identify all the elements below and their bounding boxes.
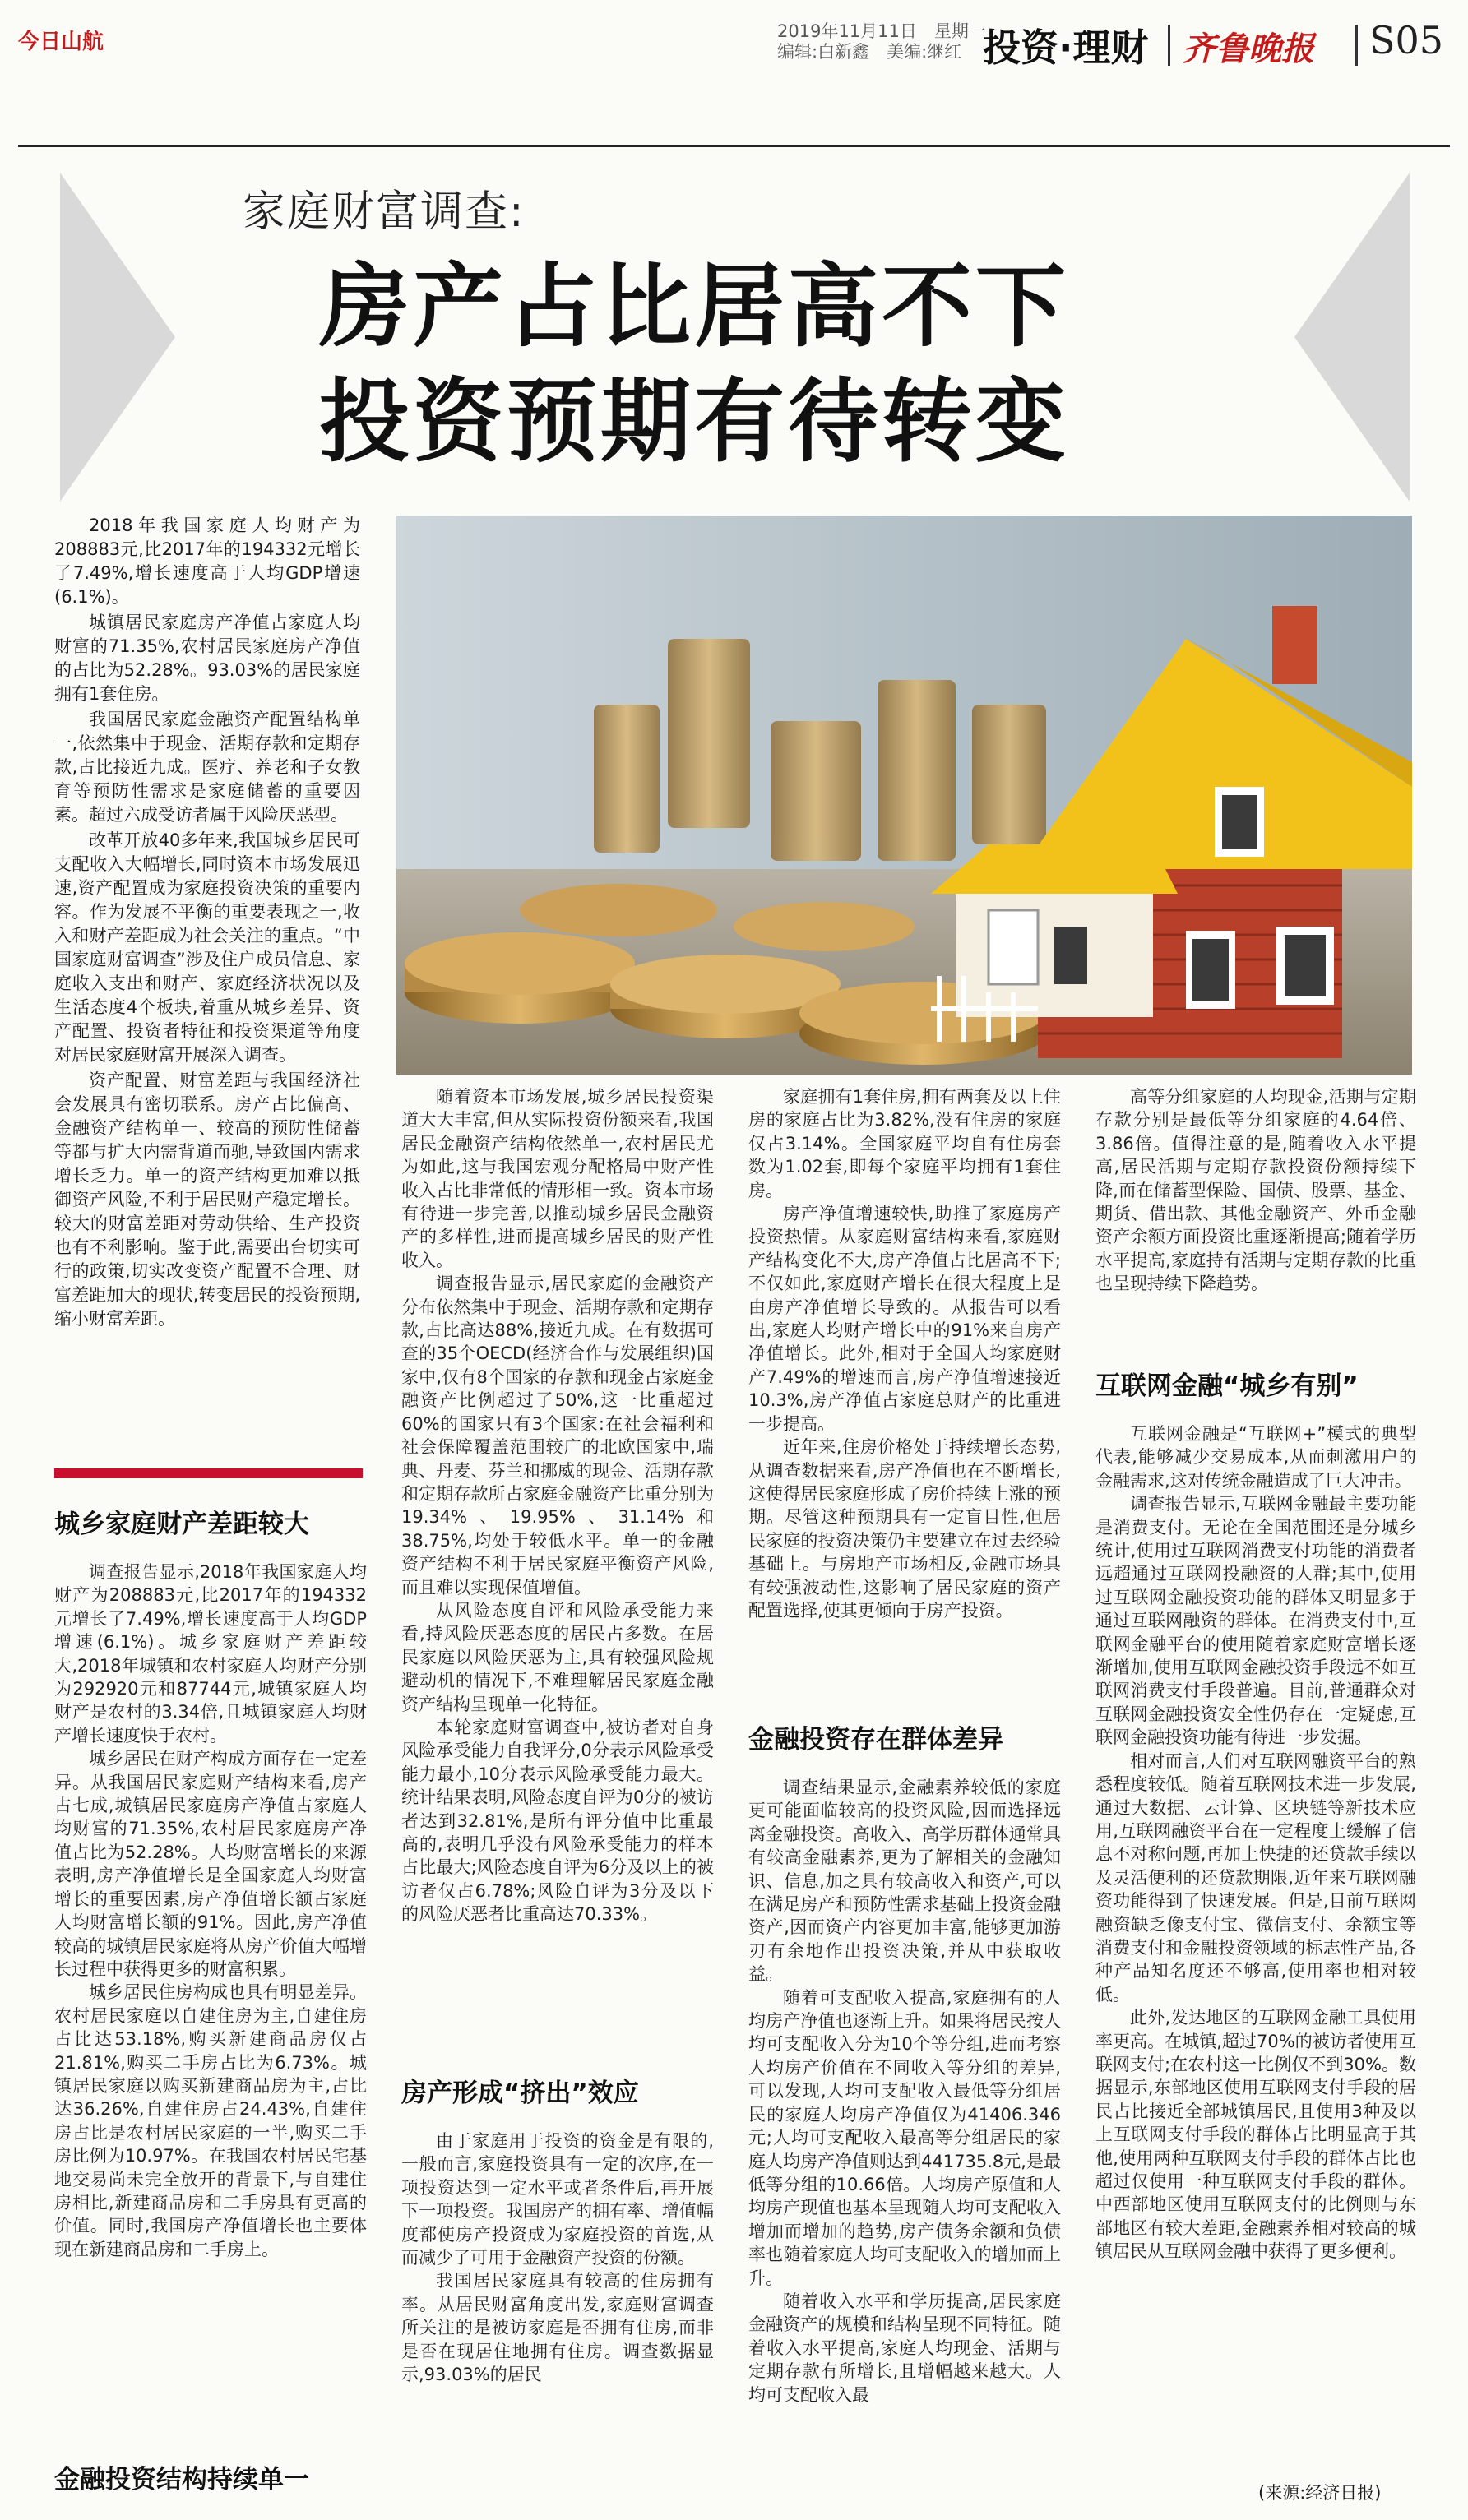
body-paragraph: 高等分组家庭的人均现金,活期与定期存款分别是最低等分组家庭的4.64倍、3.86倍。值得注意的是,随着收入水平提高,居民活期与定期存款投资份额持续下降,而在储蓄型保险、国债、股票、基金、期货、借出款、其他金融资产、外币金融资产余额方面投资比重逐渐提高;随着学历水平提高,家庭持有活期与定期存款的比重也呈现持续下降趋势。: [1095, 1087, 1416, 1294]
headline-kicker: 家庭财富调查:: [243, 187, 526, 237]
lead-paragraph: 我国居民家庭金融资产配置结构单一,依然集中于现金、活期存款和定期存款,占比接近九成。医疗、养老和子女教育等预防性需求是家庭储蓄的重要因素。超过六成受访者属于风险厌恶型。: [54, 710, 360, 825]
body-paragraph: 随着收入水平和学历提高,居民家庭金融资产的规模和结构呈现不同特征。随着收入水平提高,家庭人均现金、活期与定期存款有所增长,且增幅越来越大。人均可支配收入最: [748, 2291, 1061, 2405]
body-paragraph: 近年来,住房价格处于持续增长态势,从调查数据来看,房产净值也在不断增长,这使得居民家庭形成了房价持续上涨的预期。尽管这种预期具有一定盲目性,但居民家庭的投资决策仍主要建立在过去经验基础上。与房地产市场相反,金融市场具有较强波动性,这影响了居民家庭的资产配置选择,使其更倾向于房产投资。: [748, 1437, 1061, 1621]
lead-paragraph: 2018年我国家庭人均财产为208883元,比2017年的194332元增长了7.49%,增长速度高于人均GDP增速(6.1%)。: [54, 516, 360, 607]
body-paragraph: 随着可支配收入提高,家庭拥有的人均房产净值也逐渐上升。如果将居民按人均可支配收入分为10个等分组,进而考察人均房产价值在不同收入等分组的差异,可以发现,人均可支配收入最低等分组居民的家庭人均房产净值仅为41406.346元;人均可支配收入最高等分组居民的家庭人均房产净值则达到441735.8元,是最低等分组的10.66倍。人均房产原值和人均房产现值也基本呈现随人均可支配收入增加而增加的趋势,房产债务余额和负债率也随着家庭人均可支配收入的增加而上升。: [748, 1987, 1061, 2288]
page-number: S05: [1369, 18, 1444, 62]
body-paragraph: 家庭拥有1套住房,拥有两套及以上住房的家庭占比为3.82%,没有住房的家庭仅占3.14%。全国家庭平均自有住房套数为1.02套,即每个家庭平均拥有1套住房。: [748, 1087, 1061, 1200]
body-paragraph: 城乡居民住房构成也具有明显差异。农村居民家庭以自建住房为主,自建住房占比达53.18%,购买新建商品房仅占21.81%,购买二手房占比为6.73%。城镇居民家庭以购买新建商品房为主,占比达36.26%,自建住房占24.43%,自建住房占比是农村居民家庭的一半,购买二手房比例为10.97%。在我国农村居民宅基地交易尚未完全放开的背景下,与自建住房相比,新建商品房和二手房具有更高的价值。同时,我国房产净值增长也主要体现在新建商品房和二手房上。: [54, 1982, 367, 2259]
body-paragraph: 城乡居民在财产构成方面存在一定差异。从我国居民家庭财产结构来看,房产占七成,城镇居民家庭房产净值占家庭人均财富的71.35%,农村居民家庭房产净值占比为52.28%。人均财富增长的来源表明,房产净值增长是全国家庭人均财富增长的重要因素,房产净值增长额占家庭人均财富增长额的91%。因此,房产净值较高的城镇居民家庭将从房产价值大幅增长过程中获得更多的财富积累。: [54, 1749, 367, 1979]
editor-credit: 编辑:白新鑫 美编:继红: [777, 42, 962, 62]
subhead-group-differences: 金融投资存在群体差异: [748, 1725, 1003, 1755]
body-paragraph: 调查报告显示,居民家庭的金融资产分布依然集中于现金、活期存款和定期存款,占比高达88%,接近九成。在有数据可查的35个OECD(经济合作与发展组织)国家中,仅有8个国家的存款和现金占家庭金融资产比例超过了50%,这一比重超过60%的国家只有3个国家:在社会福利和社会保障覆盖范围较广的北欧国家中,瑞典、丹麦、芬兰和挪威的现金、活期存款和定期存款所占家庭金融资产比重分别为19.34%、19.95%、31.14%和38.75%,均处于较低水平。单一的金融资产结构不利于居民家庭平衡资产风险,而且难以实现保值增值。: [401, 1274, 714, 1598]
column-3-body-cont: [748, 1776, 1061, 2407]
headline-line-2: 投资预期有待转变: [319, 369, 1069, 474]
issue-date: 2019年11月11日 星期一: [777, 21, 986, 41]
header-tag: 今日山航: [18, 30, 104, 54]
body-paragraph: 我国居民家庭具有较高的住房拥有率。从居民财富角度出发,家庭财富调查所关注的是被访家庭是否拥有住房,而非是否在现居住地拥有住房。调查数据显示,93.03%的居民: [401, 2271, 714, 2385]
header-divider: [1168, 25, 1170, 66]
column-2-body: [401, 1085, 714, 1926]
subhead-crowding-out: 房产形成“挤出”效应: [401, 2078, 639, 2108]
column-2-body-cont: [401, 2129, 714, 2386]
body-paragraph: 此外,发达地区的互联网金融工具使用率更高。在城镇,超过70%的被访者使用互联网支付;在农村这一比例仅不到30%。数据显示,东部地区使用互联网支付手段的居民占比接近全部城镇居民,且使用3种及以上互联网支付手段的群体占比明显高于其他,使用两种互联网支付手段的群体占比也超过仅使用一种互联网支付手段的群体。中西部地区使用互联网支付的比例则与东部地区有较大差距,金融素养相对较高的城镇居民从互联网金融中获得了更多便利。: [1095, 2008, 1416, 2262]
body-paragraph: 相对而言,人们对互联网融资平台的熟悉程度较低。随着互联网技术进一步发展,通过大数据、云计算、区块链等新技术应用,互联网融资平台在一定程度上缓解了信息不对称问题,再加上快捷的还贷款手续以及灵活便利的还贷款期限,近年来互联网融资功能得到了快速发展。但是,目前互联网融资缺乏像支付宝、微信支付、余额宝等消费支付和金融投资领域的标志性产品,各种产品知名度还不够高,使用率也相对较低。: [1095, 1750, 1416, 2004]
header-rule: [18, 145, 1450, 147]
left-triangle-decoration: [60, 173, 175, 502]
source-credit: (来源:经济日报): [1258, 2483, 1382, 2503]
lead-summary: [54, 514, 360, 1333]
body-paragraph: 调查结果显示,金融素养较低的家庭更可能面临较高的投资风险,因而选择远离金融投资。高收入、高学历群体通常具有较高金融素养,更为了解相关的金融知识、信息,加之具有较高收入和资产,可以在满足房产和预防性需求基础上投资金融资产,因而资产内容更加丰富,能够更加游刃有余地作出投资决策,并从中获取收益。: [748, 1778, 1061, 1985]
subhead-internet-finance: 互联网金融“城乡有别”: [1095, 1371, 1359, 1401]
body-paragraph: 调查报告显示,互联网金融最主要功能是消费支付。无论在全国范围还是分城乡统计,使用过互联网消费支付功能的消费者远超通过互联网投融资的人群;其中,使用过互联网金融投资功能的群体又明显多于通过互联网融资的群体。在消费支付中,互联网金融平台的使用随着家庭财富增长逐渐增加,使用互联网金融投资手段远不如互联网消费支付手段普遍。目前,普通群众对互联网金融投资安全性仍存在一定疑虑,互联网金融投资功能有待进一步发掘。: [1095, 1494, 1416, 1748]
body-paragraph: 房产净值增速较快,助推了家庭房产投资热情。从家庭财富结构来看,家庭财产结构变化不大,房产净值占比居高不下;不仅如此,家庭财产增长在很大程度上是由房产净值增长导致的。从报告可以看出,家庭人均财产增长中的91%来自房产净值增长。此外,相对于全国人均家庭财产7.49%的增速而言,房产净值增速接近10.3%,房产净值占家庭总财产的比重进一步提高。: [748, 1204, 1061, 1434]
right-triangle-decoration: [1294, 173, 1410, 502]
issue-info: [777, 21, 986, 62]
lead-paragraph: 城镇居民家庭房产净值占家庭人均财富的71.35%,农村居民家庭房产净值的占比为52.28%。93.03%的居民家庭拥有1套住房。: [54, 613, 360, 704]
body-paragraph: 调查报告显示,2018年我国家庭人均财产为208883元,比2017年的194332元增长了7.49%,增长速度高于人均GDP增速(6.1%)。城乡家庭财产差距较大,2018年城镇和农村家庭人均财产分别为292920元和87744元,城镇家庭人均财产是农村的3.34倍,且城镇家庭人均财产增长速度快于农村。: [54, 1562, 367, 1746]
lead-paragraph: 改革开放40多年来,我国城乡居民可支配收入大幅增长,同时资本市场发展迅速,资产配置成为家庭投资决策的重要内容。作为发展不平衡的重要表现之一,收入和财产差距成为社会关注的重点。“中国家庭财富调查”涉及住户成员信息、家庭收入支出和财产、家庭经济状况以及生活态度4个板块,着重从城乡差异、资产配置、投资者特征和投资渠道等角度对居民家庭财富开展深入调查。: [54, 830, 360, 1065]
subhead-urban-rural-gap: 城乡家庭财产差距较大: [54, 1510, 309, 1539]
column-1-body: [54, 1561, 367, 2261]
body-paragraph: 从风险态度自评和风险承受能力来看,持风险厌恶态度的居民占多数。在居民家庭以风险厌恶为主,具有较强风险规避动机的情况下,不难理解居民家庭金融资产结构呈现单一化特征。: [401, 1600, 714, 1714]
body-paragraph: 互联网金融是“互联网+”模式的典型代表,能够减少交易成本,从而刺激用户的金融需求,这对传统金融造成了巨大冲击。: [1095, 1424, 1416, 1491]
body-paragraph: 本轮家庭财富调查中,被访者对自身风险承受能力自我评分,0分表示风险承受能力最小,10分表示风险承受能力最大。统计结果表明,风险态度自评为0分的被访者达到32.81%,是所有评分值中比重最高的,表明几乎没有风险承受能力的样本占比最大;风险态度自评为6分及以上的被访者仅占6.78%;风险自评为3分及以下的风险厌恶者比重高达70.33%。: [401, 1717, 714, 1925]
subhead-financial-structure: 金融投资结构持续单一: [54, 2465, 309, 2495]
body-paragraph: 由于家庭用于投资的资金是有限的,一般而言,家庭投资具有一定的次序,在一项投资达到一定水平或者条件后,再开展下一项投资。我国房产的拥有率、增值幅度都使房产投资成为家庭投资的首选,从而减少了可用于金融资产投资的份额。: [401, 2131, 714, 2268]
house-on-coins-photo: [396, 516, 1412, 1075]
headline-line-1: 房产占比居高不下: [319, 254, 1069, 359]
lead-paragraph: 资产配置、财富差距与我国经济社会发展具有密切联系。房产占比偏高、金融资产结构单一、较高的预防性储蓄等都与扩大内需背道而驰,导致国内需求增长乏力。单一的资产结构更加难以抵御资产风险,不利于居民财产稳定增长。较大的财富差距对劳动供给、生产投资也有不利影响。鉴于此,需要出台切实可行的政策,切实改变资产配置不合理、财富差距加大的现状,转变居民的投资预期,缩小财富差距。: [54, 1070, 360, 1329]
body-paragraph: 随着资本市场发展,城乡居民投资渠道大大丰富,但从实际投资份额来看,我国居民金融资产结构依然单一,农村居民尤为如此,这与我国宏观分配格局中财产性收入占比非常低的情形相一致。资本市场有待进一步完善,以推动城乡居民金融资产的多样性,进而提高城乡居民的财产性收入。: [401, 1087, 714, 1270]
accent-bar: [54, 1468, 363, 1478]
column-4-body: [1095, 1085, 1416, 1296]
newspaper-logo: 齐鲁晚报: [1183, 30, 1314, 68]
section-title: 投资·理财: [983, 25, 1149, 70]
header-divider: [1355, 25, 1358, 66]
column-3-body: [748, 1085, 1061, 1622]
column-4-body-cont: [1095, 1422, 1416, 2263]
